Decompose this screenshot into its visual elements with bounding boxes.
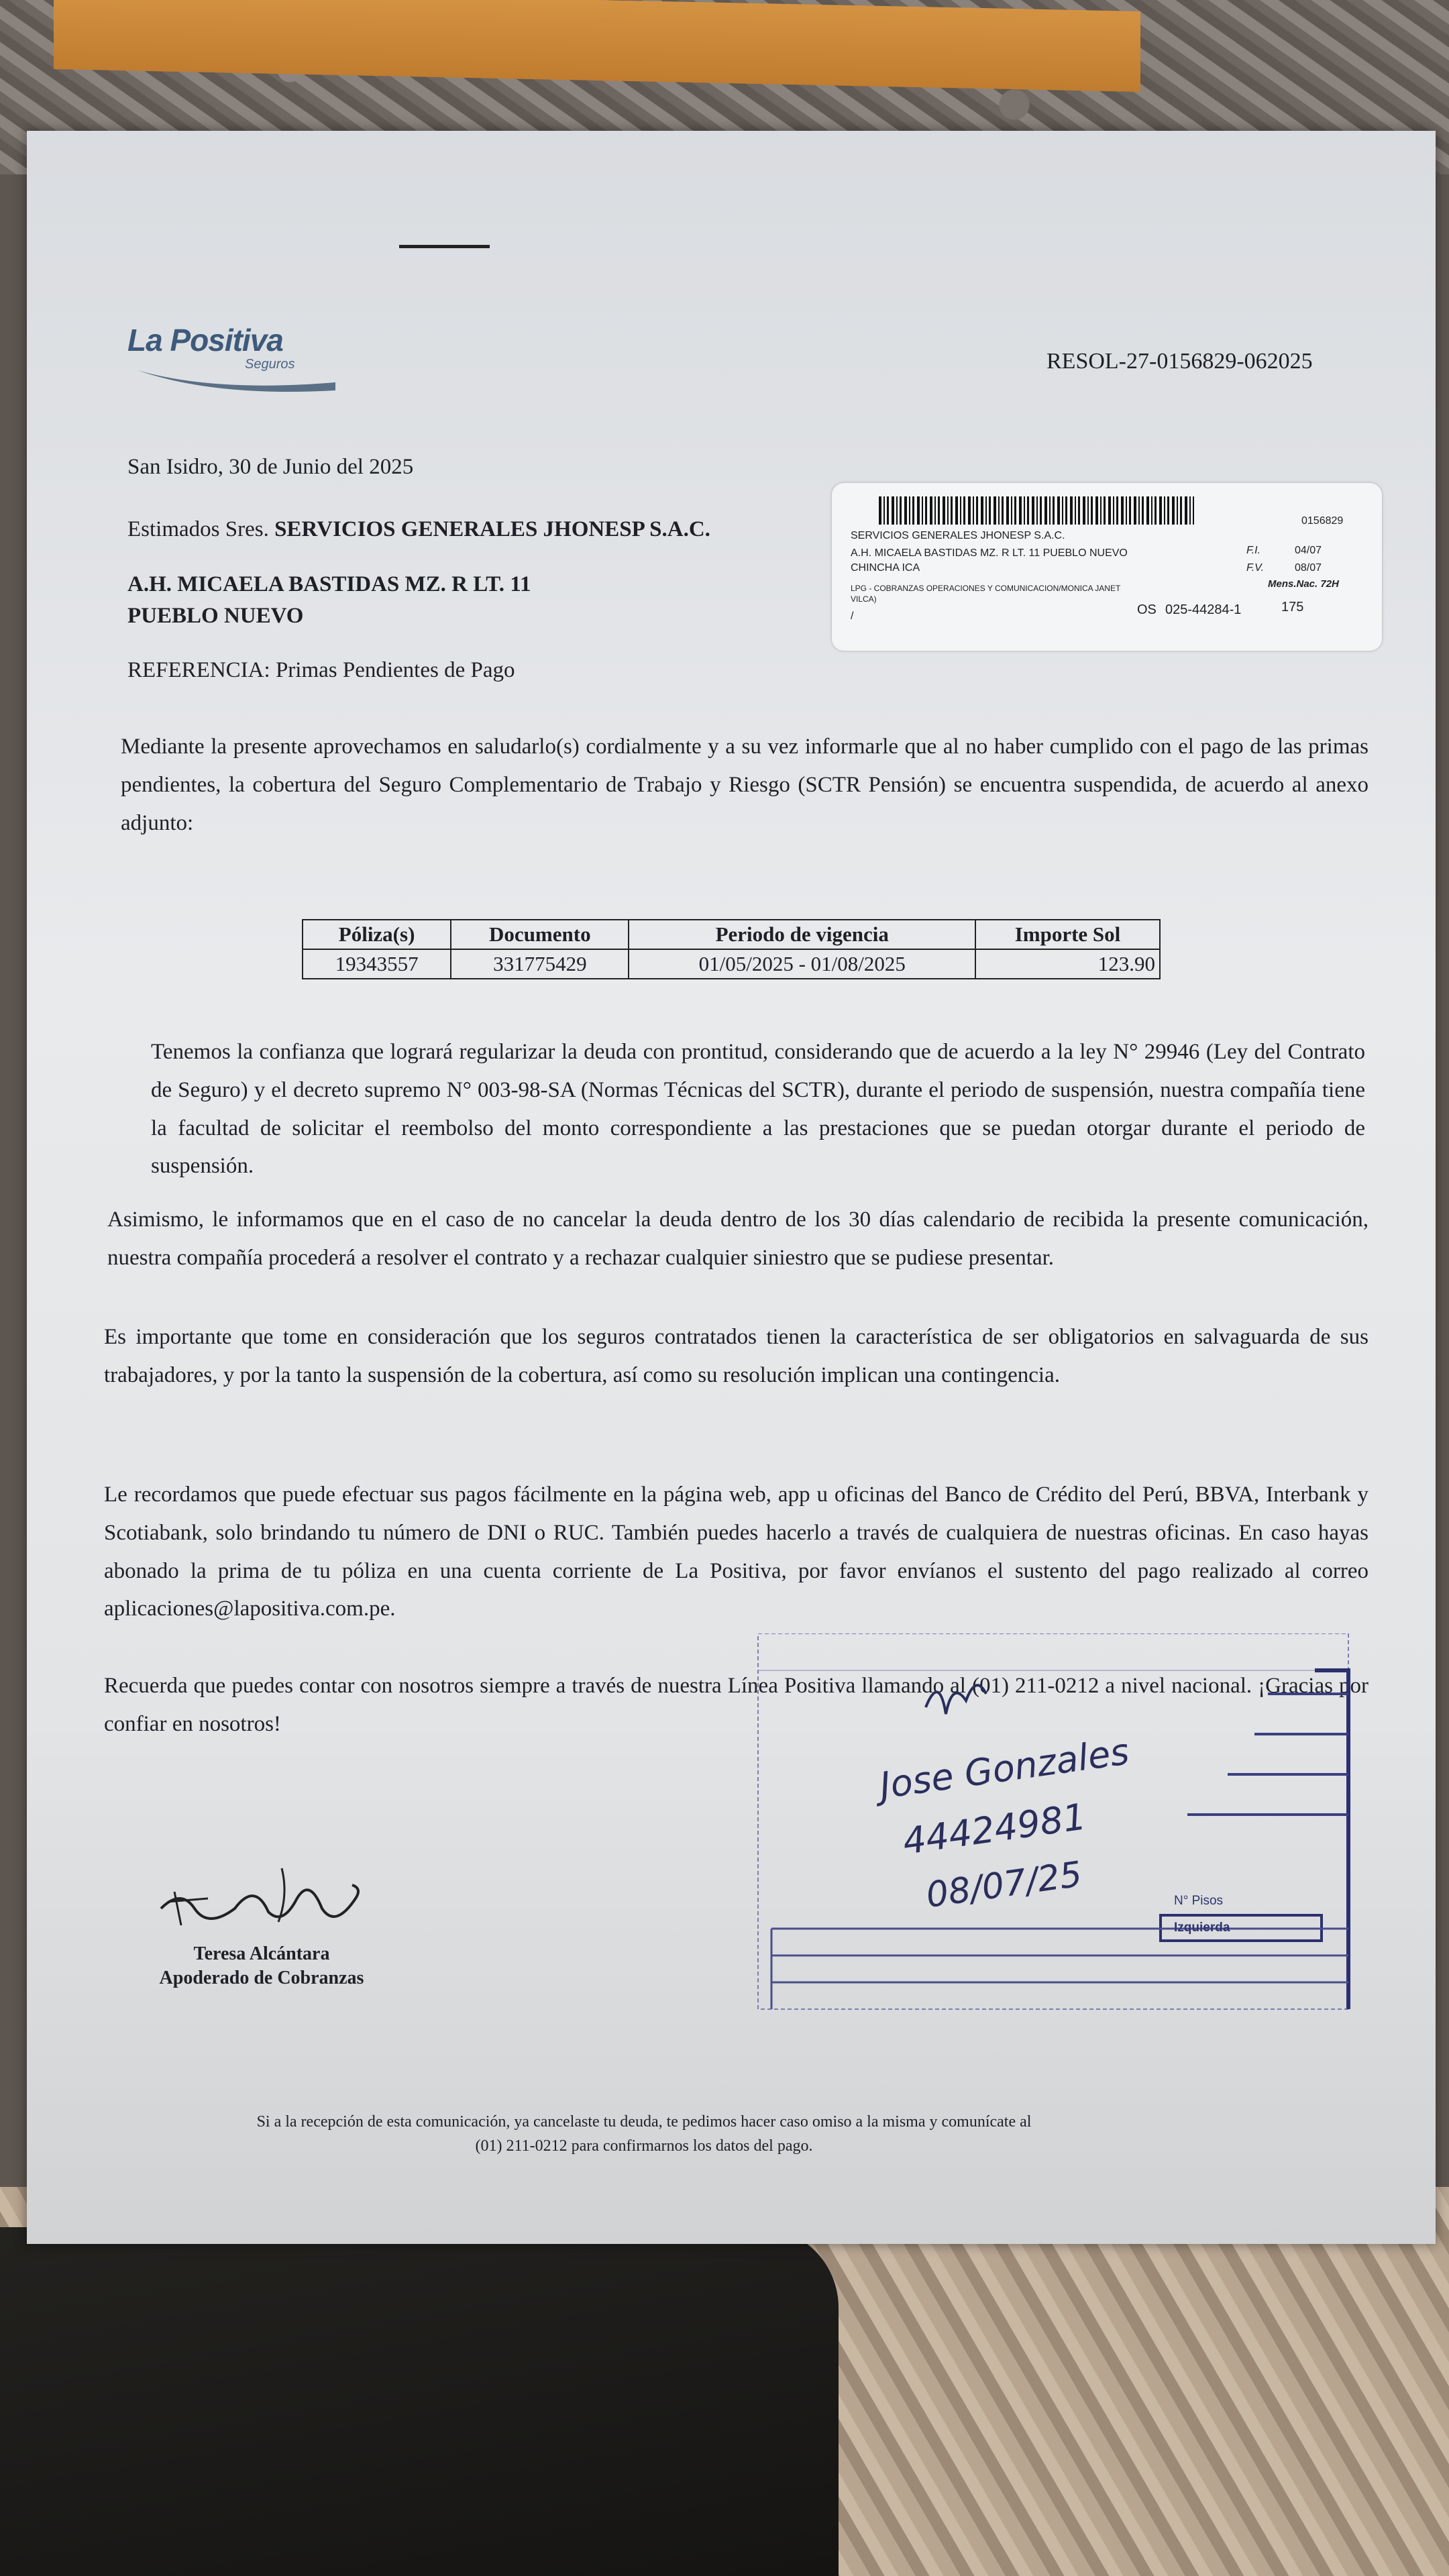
- greeting-prefix: Estimados Sres.: [127, 517, 269, 541]
- greeting-line: [127, 512, 710, 547]
- label-fv-value: 08/07: [1295, 562, 1322, 574]
- table-header: Póliza(s): [303, 920, 451, 949]
- table-header: Importe Sol: [975, 920, 1160, 949]
- signer-title: Apoderado de Cobranzas: [159, 1968, 364, 1989]
- stamp-izquierda-label: Izquierda: [1174, 1921, 1230, 1935]
- footer-line-1: Si a la recepción de esta comunicación, ya cancelaste tu deuda, te pedimos hacer caso omiso a la misma y comunícate al: [256, 2113, 1032, 2131]
- table-header-row: [303, 920, 1160, 949]
- handwritten-name: Jose Gonzales: [877, 1730, 1132, 1807]
- resolution-code: RESOL-27-0156829-062025: [1046, 349, 1313, 374]
- paragraph-5: Le recordamos que puede efectuar sus pagos fácilmente en la página web, app u oficinas del Banco de Crédito del Perú, BBVA, Interbank y Scotiabank, solo brindando tu número de DNI o RUC. También puedes hacerlo a través de cualquiera de nuestras oficinas. En caso hayas abonado la prima de tu póliza en una cuenta corriente de La Positiva, por favor envíanos el sustento del pago realizado al correo aplicaciones@lapositiva.com.pe.: [104, 1483, 1368, 1621]
- label-os-value: 025-44284-1: [1165, 602, 1242, 617]
- handwritten-date: 08/07/25: [923, 1854, 1085, 1916]
- reception-stamp: [745, 1633, 1362, 2016]
- company-name: SERVICIOS GENERALES JHONESP S.A.C.: [274, 517, 710, 541]
- signer-name: Teresa Alcántara: [193, 1943, 330, 1964]
- logo-swoosh-icon: [134, 356, 349, 396]
- document-cell: 331775429: [451, 949, 629, 979]
- top-mark-line: [399, 245, 490, 248]
- reference-line: [127, 653, 515, 688]
- paragraph-6: Recuerda que puedes contar con nosotros siempre a través de nuestra Línea Positiva llamando al (01) 211-0212 a nivel nacional. ¡Gracias por confiar en nosotros!: [104, 1674, 1368, 1736]
- logo-subtitle: Seguros: [245, 357, 295, 372]
- paragraph-3: Asimismo, le informamos que en el caso de no cancelar la deuda dentro de los 30 días calendario de recibida la presente comunicación, nuestra compañía procederá a resolver el contrato y a rechazar cualquier siniestro que se pudiese presentar.: [107, 1208, 1368, 1270]
- label-slash: /: [851, 610, 854, 622]
- reference-label: REFERENCIA:: [127, 658, 270, 682]
- background-dark-surface: [0, 2227, 839, 2576]
- paragraph-4: Es importante que tome en consideración que los seguros contratados tienen la característica de ser obligatorios en salvaguarda de sus trabajadores, y por la tanto la suspensión de la cobertura, así como su resolución implican una contingencia.: [104, 1325, 1368, 1387]
- la-positiva-logo: [127, 322, 349, 402]
- label-fi: F.I.: [1246, 545, 1261, 556]
- reference-text: Primas Pendientes de Pago: [275, 658, 515, 682]
- label-os: OS: [1137, 602, 1157, 617]
- label-dept-2: VILCA): [851, 594, 877, 604]
- label-code: 0156829: [1301, 515, 1344, 527]
- footer-line-2: (01) 211-0212 para confirmarnos los datos del pago.: [475, 2137, 813, 2155]
- label-service: Mens.Nac. 72H: [1268, 578, 1339, 590]
- date-line: San Isidro, 30 de Junio del 2025: [127, 455, 414, 479]
- stamp-piso-label: N° Pisos: [1174, 1894, 1224, 1908]
- label-address: A.H. MICAELA BASTIDAS MZ. R LT. 11 PUEBLO NUEVO: [851, 547, 1128, 559]
- label-company: SERVICIOS GENERALES JHONESP S.A.C.: [851, 530, 1065, 541]
- period-cell: 01/05/2025 - 01/08/2025: [629, 949, 975, 979]
- table-header: Periodo de vigencia: [629, 920, 975, 949]
- label-dept-1: LPG - COBRANZAS OPERACIONES Y COMUNICACION/MONICA JANET: [851, 584, 1121, 593]
- label-fi-value: 04/07: [1295, 545, 1322, 556]
- policy-table: [302, 919, 1161, 979]
- amount-cell: 123.90: [975, 949, 1160, 979]
- signer-block: [131, 1942, 392, 1991]
- table-row: [303, 949, 1160, 979]
- mailing-label: [832, 483, 1382, 651]
- handwritten-dni: 44424981: [900, 1795, 1089, 1863]
- logo-name: La Positiva: [127, 323, 283, 358]
- table-header: Documento: [451, 920, 629, 949]
- paragraph-2: Tenemos la confianza que logrará regularizar la deuda con prontitud, considerando que de acuerdo a la ley N° 29946 (Ley del Contrato de Seguro) y el decreto supremo N° 003-98-SA (Normas Técnicas del SCTR), durante el periodo de suspensión, nuestra compañía tiene la facultad de solicitar el reembolso del monto correspondiente a las prestaciones que se puedan otorgar durante el periodo de suspensión.: [151, 1040, 1365, 1179]
- label-city: CHINCHA ICA: [851, 562, 920, 574]
- address-line-2: PUEBLO NUEVO: [127, 604, 304, 628]
- signature-drawing: [154, 1862, 369, 1949]
- label-fv: F.V.: [1246, 562, 1265, 574]
- footer-note: [141, 2110, 1147, 2158]
- intro-paragraph: Mediante la presente aprovechamos en saludarlo(s) cordialmente y a su vez informarle que al no haber cumplido con el pago de las primas pendientes, la cobertura del Seguro Complementario de Trabajo y Riesgo (SCTR Pensión) se encuentra suspendida, de acuerdo al anexo adjunto:: [121, 735, 1368, 835]
- letter-page: [27, 131, 1436, 2244]
- policy-number-cell: 19343557: [303, 949, 451, 979]
- address-line-1: A.H. MICAELA BASTIDAS MZ. R LT. 11: [127, 572, 531, 596]
- barcode: [879, 496, 1194, 525]
- label-os-number: 175: [1281, 600, 1304, 614]
